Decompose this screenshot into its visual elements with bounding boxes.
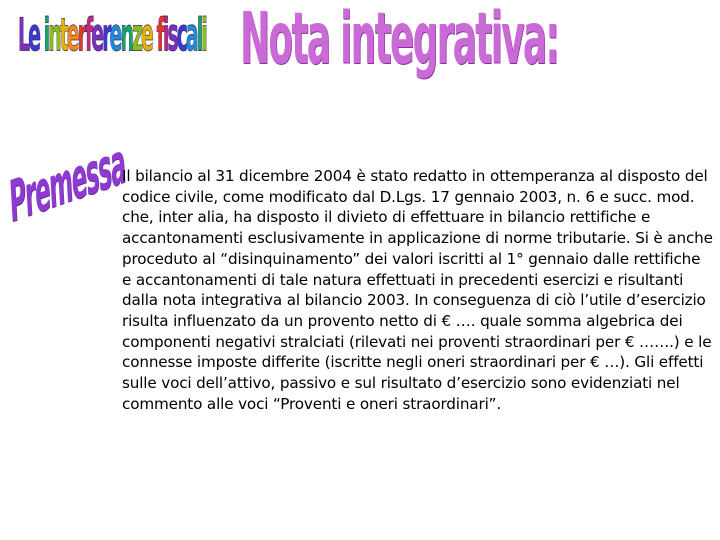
badge-title-letter: e <box>109 8 121 62</box>
section-label: Premessa <box>7 129 127 237</box>
badge-title-letter: e <box>66 8 78 62</box>
badge-title-letter: r <box>102 8 110 62</box>
badge-title-letter: l <box>196 8 202 62</box>
badge-title-letter: n <box>120 8 132 62</box>
badge-title-letter: f <box>156 8 163 62</box>
body-paragraph: Il bilancio al 31 dicembre 2004 è stato redatto in ottemperanza al disposto del codice civile, come modificato dal D.Lgs. 17 gennaio 2003, n. 6 e succ. mod. che, inter alia, ha disposto il divieto di effettuare in bilancio rettifiche e accantonamenti esclusivamente in applicazione di norme tributarie. Si è anche proceduto al “disinquinamento” dei valori iscritti al 1° gennaio dalle rettifiche e accantonamenti di tale natura effettuati in precedenti esercizi e risultanti dalla nota integrativa al bilancio 2003. In conseguenza di ciò l’utile d’esercizio risulta influenzato da un provento netto di € …. quale somma algebrica dei componenti negativi stralciati (rilevati nei proventi straordinari per € …….) e le connesse imposte differite (iscritte negli oneri straordinari per € …). Gli effetti sulle voci dell’attivo, passivo e sul risultato d’esercizio sono evidenziati nel commento alle voci “Proventi e oneri straordinari”. <box>122 167 713 413</box>
badge-title-letter: i <box>43 8 49 62</box>
badge-title-letter: a <box>185 8 197 62</box>
badge-title-letter: z <box>131 8 142 62</box>
badge-title-letter: r <box>77 8 86 62</box>
badge-title-letter: e <box>91 8 103 62</box>
badge-title-letter: e <box>28 8 39 62</box>
badge-title-letter: c <box>176 8 186 62</box>
badge-title-letter: n <box>48 8 60 62</box>
badge-title-letter: i <box>162 8 168 62</box>
badge-title-letter: e <box>141 8 152 62</box>
badge-title-letter: L <box>18 8 29 62</box>
badge-title-letter: i <box>201 8 206 62</box>
badge-title-letter: f <box>85 8 92 62</box>
badge-title <box>18 8 206 70</box>
badge-title-letter: s <box>167 8 177 62</box>
main-title: Nota integrativa: <box>240 0 559 81</box>
badge-title-letter: t <box>59 8 67 62</box>
